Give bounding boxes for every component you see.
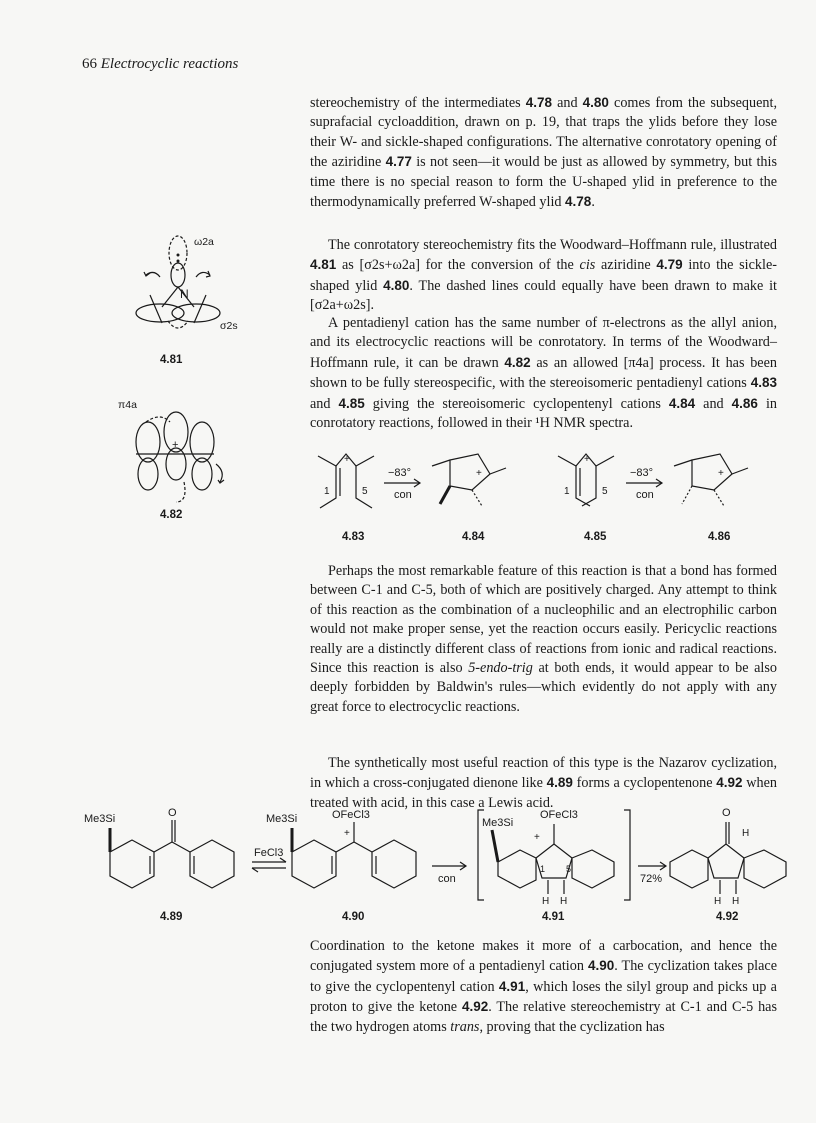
- con-1: con: [394, 489, 412, 501]
- orbital-label: π4a: [118, 399, 137, 411]
- con-2: con: [636, 489, 654, 501]
- paragraph-3: A pentadienyl cation has the same number of π-electrons as the allyl anion, and its electrocyclic reactions will be conrotatory. In terms of the Woodward–Hoffmann rule, it can be drawn 4.82 as an allowed [π4a] process. It has been shown to be fully stereospecific, with the stereoisomeric pentadienyl cations 4.83 and 4.85 giving the stereoisomeric cyclopentenyl cations 4.84 and 4.86 in conrotatory reactions, followed in their ¹H NMR spectra.: [310, 315, 777, 432]
- charge-4-85: +: [584, 454, 590, 465]
- figure-4-81: [110, 225, 290, 370]
- silyl-4-89: Me3Si: [84, 813, 116, 825]
- paragraph-6: Coordination to the ketone makes it more of a carbocation, and hence the conjugated system more of a pentadienyl cation 4.90. The cyclization takes place to give the cyclopentenyl cation 4.91, which loses the silyl group and picks up a proton to give the ketone 4.92. The relative stereochemistry at C-1 and C-5 has the two hydrogen atoms trans, proving that the cyclization has: [310, 938, 778, 1035]
- temp-2: −83°: [630, 467, 654, 479]
- scheme-nazarov: [80, 800, 800, 925]
- pos5-4-85: 5: [602, 486, 608, 497]
- label-4-90: 4.90: [342, 911, 365, 923]
- charge-4-91: +: [534, 832, 540, 843]
- paragraph-5: The synthetically most useful reaction of this type is the Nazarov cyclization, in which a cross-conjugated dienone like 4.89 forms a cyclopentenone 4.92 when treated with acid, in this case a Lewis acid.: [310, 755, 778, 811]
- compound-label: 4.82: [160, 509, 183, 521]
- charge-4-83: +: [344, 454, 350, 465]
- silyl-4-91: Me3Si: [482, 817, 514, 829]
- pos1-4-83: 1: [324, 486, 330, 497]
- yield-label: 72%: [640, 873, 663, 885]
- h-top-4-92: H: [742, 828, 750, 839]
- charge-4-84: +: [476, 468, 482, 479]
- label-4-85: 4.85: [584, 531, 607, 543]
- oxygen-4-89: O: [168, 807, 177, 819]
- pos5-4-91: 5: [566, 864, 572, 874]
- orbital-label-top: ω2a: [194, 236, 214, 248]
- orbital-label-bottom: σ2s: [220, 320, 238, 332]
- ofecl3-4-90: OFeCl3: [332, 809, 370, 821]
- label-4-83: 4.83: [342, 531, 365, 543]
- temp-1: −83°: [388, 467, 412, 479]
- label-4-92: 4.92: [716, 911, 739, 923]
- label-4-84: 4.84: [462, 531, 485, 543]
- ofecl3-4-91: OFeCl3: [540, 809, 578, 821]
- label-4-89: 4.89: [160, 911, 183, 923]
- h1-4-91: H: [542, 896, 550, 907]
- nitrogen-atom: N: [180, 287, 189, 301]
- label-4-91: 4.91: [542, 911, 565, 923]
- pos5-4-83: 5: [362, 486, 368, 497]
- h1-4-92: H: [714, 896, 722, 907]
- pos1-4-91: 1: [540, 864, 546, 874]
- charge-symbol: +: [172, 439, 179, 451]
- paragraph-1: stereochemistry of the intermediates 4.78 and 4.80 comes from the subsequent, suprafacial cycloaddition, drawn on p. 19, that traps the ylids before they lose their W- and sickle-shaped configurations. The alternative conrotatory opening of the aziridine 4.77 is not seen—it would be just as allowed by symmetry, but this time there is no special reason to form the U-shaped ylid in preference to the thermodynamically preferred W-shaped ylid 4.78.: [310, 95, 777, 211]
- label-4-86: 4.86: [708, 531, 731, 543]
- compound-label: 4.81: [160, 354, 183, 366]
- charge-4-86: +: [718, 468, 724, 479]
- chapter-title: Electrocyclic reactions: [100, 56, 239, 72]
- charge-4-90: +: [344, 828, 350, 839]
- h5-4-92: H: [732, 896, 740, 907]
- silyl-4-90: Me3Si: [266, 813, 298, 825]
- con-label: con: [438, 873, 456, 885]
- reagent-fecl3: FeCl3: [254, 847, 284, 859]
- page-number: 66: [82, 56, 97, 72]
- pos1-4-85: 1: [564, 486, 570, 497]
- paragraph-4: Perhaps the most remarkable feature of this reaction is that a bond has formed between C-1 and C-5, both of which are positively charged. Any attempt to think of this reaction as the combination of a nucleophilic and an electrophilic carbon would not make proper sense, yet the reaction occurs easily. Pericyclic reactions really are a distinctly different class of reactions from ionic and radical reactions. Since this reaction is also 5-endo-trig at both ends, it would appear to be also deeply forbidden by Baldwin's rules—which evidently do not apply with any great force to electrocyclic reactions.: [310, 563, 777, 715]
- paragraph-2: The conrotatory stereochemistry fits the Woodward–Hoffmann rule, illustrated 4.81 as [σ2s+ω2a] for the conversion of the cis aziridine 4.79 into the sickle-shaped ylid 4.80. The dashed lines could equally have been drawn to make it [σ2a+ω2s].: [310, 237, 777, 314]
- running-header: [82, 56, 238, 73]
- oxygen-4-92: O: [722, 807, 731, 819]
- figure-4-82: [108, 392, 288, 522]
- scheme-4-83-to-4-86: [300, 448, 790, 548]
- h5-4-91: H: [560, 896, 568, 907]
